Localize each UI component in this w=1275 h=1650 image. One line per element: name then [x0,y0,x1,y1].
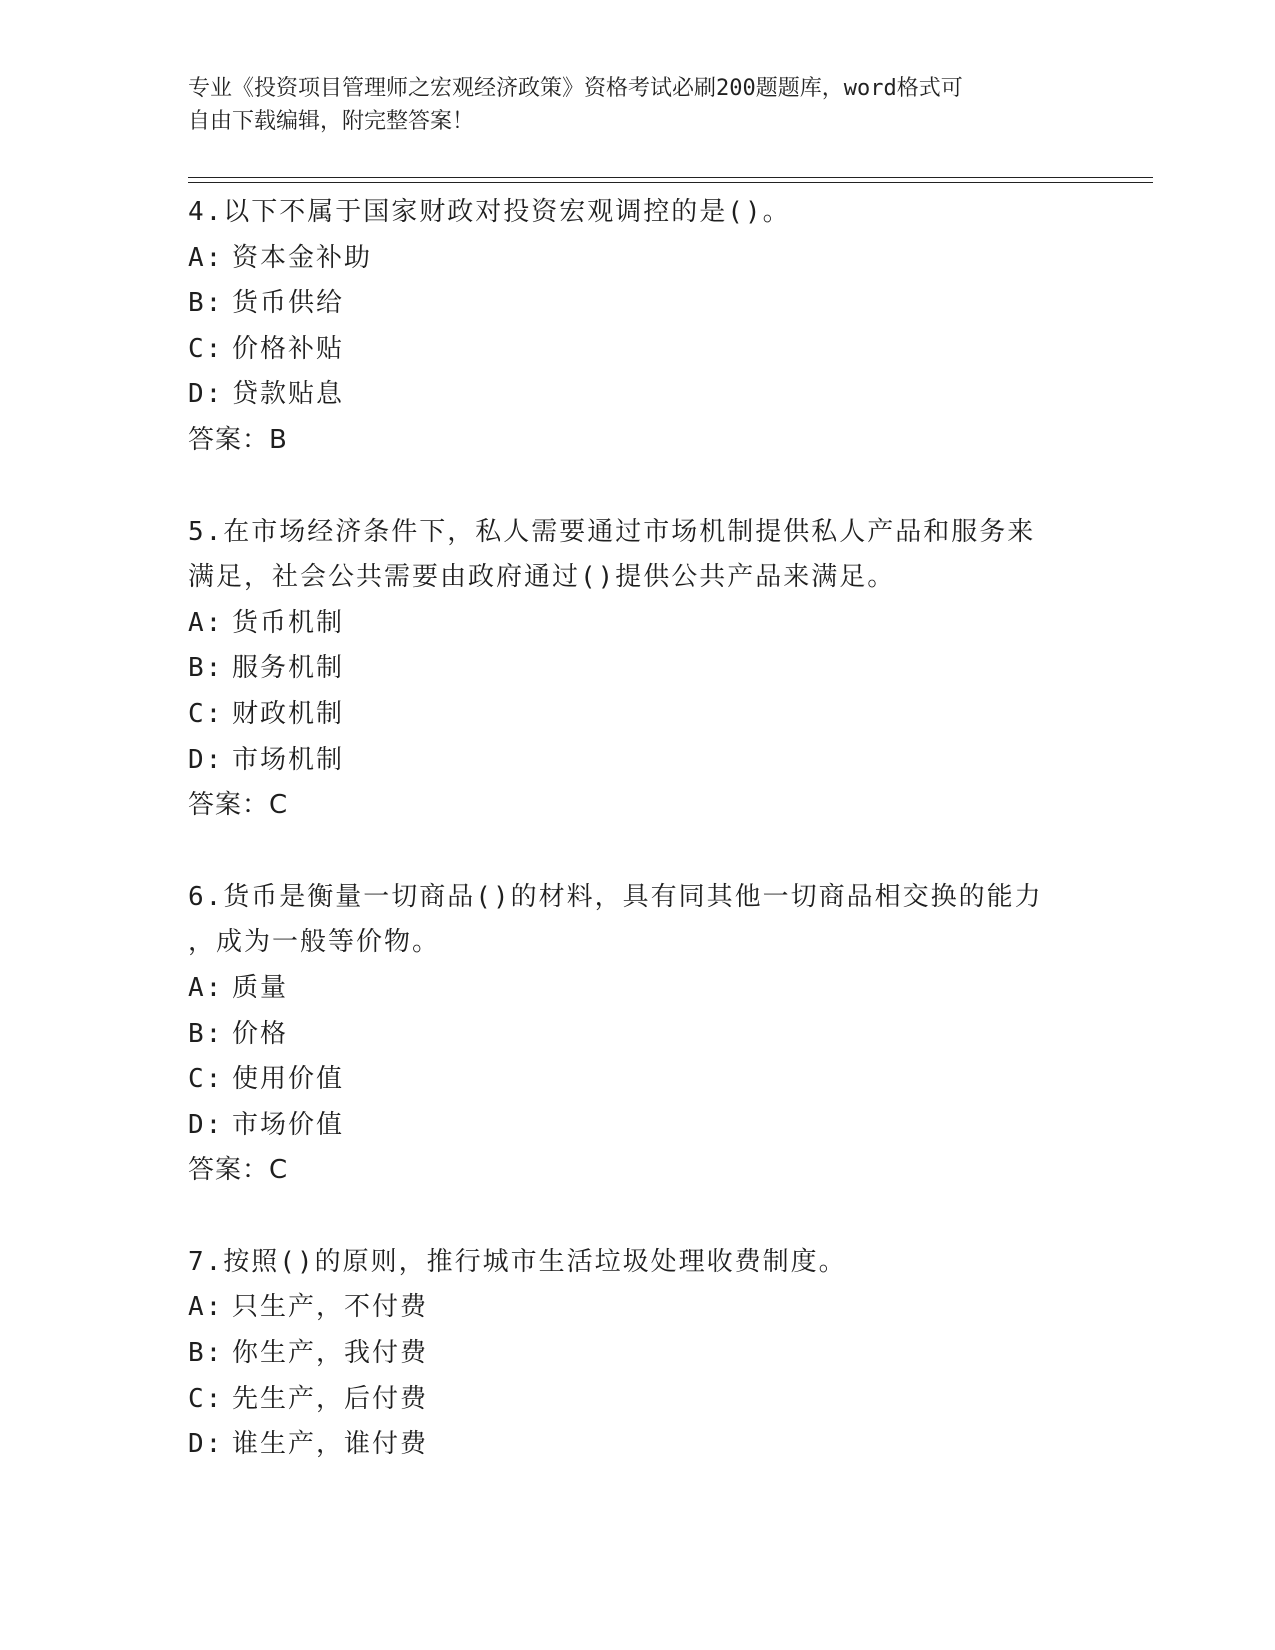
answer-option [188,601,1068,647]
header-line-2: 自由下载编辑，附完整答案！ [188,109,475,134]
question-stem: ，成为一般等价物。 [188,927,441,958]
option-label: C: [188,333,224,364]
option-text: 市场机制 [232,744,345,775]
question-stem: 6.货币是衡量一切商品()的材料，具有同其他一切商品相交换的能力 [188,881,1043,912]
option-label: A: [188,972,224,1003]
answer-option [188,966,1068,1012]
question-list [188,190,1068,1514]
header-divider-top [188,177,1153,178]
option-label: C: [188,1064,224,1095]
option-label: A: [188,607,224,638]
question-stem: 5.在市场经济条件下，私人需要通过市场机制提供私人产品和服务来 [188,516,1036,547]
question-stem: 7.按照()的原则，推行城市生活垃圾处理收费制度。 [188,1246,847,1277]
option-text: 你生产，我付费 [232,1338,429,1369]
answer-option [188,646,1068,692]
header-divider-bottom [188,182,1153,183]
answer-option [188,327,1068,373]
option-text: 质量 [232,972,289,1003]
option-label: D: [188,379,224,410]
option-text: 贷款贴息 [232,379,345,410]
option-label: A: [188,242,224,273]
option-text: 价格 [232,1018,289,1049]
question-block [188,510,1068,829]
option-text: 货币机制 [232,607,345,638]
answer-option [188,1012,1068,1058]
option-label: B: [188,1338,224,1369]
option-text: 财政机制 [232,698,345,729]
question-stem: 4.以下不属于国家财政对投资宏观调控的是()。 [188,197,791,227]
answer-option [188,738,1068,784]
option-text: 资本金补助 [232,242,373,273]
answer-key: 答案：C [188,790,289,821]
answer-option [188,1057,1068,1103]
option-label: D: [188,1429,224,1460]
option-label: A: [188,1292,224,1323]
document-header [188,72,1088,138]
option-text: 服务机制 [232,653,345,684]
answer-key: 答案：C [188,1155,289,1186]
option-label: B: [188,288,224,319]
answer-option [188,236,1068,282]
answer-option [188,1285,1068,1331]
option-label: D: [188,744,224,775]
option-label: D: [188,1109,224,1140]
option-text: 市场价值 [232,1109,345,1140]
answer-key: 答案：B [188,424,288,455]
option-label: C: [188,698,224,729]
question-block [188,1240,1068,1468]
answer-option [188,692,1068,738]
answer-option [188,1377,1068,1423]
answer-option [188,1422,1068,1468]
answer-option [188,372,1068,418]
answer-option [188,1331,1068,1377]
answer-option [188,281,1068,327]
option-text: 货币供给 [232,288,345,319]
question-stem: 满足，社会公共需要由政府通过()提供公共产品来满足。 [188,562,896,593]
option-text: 谁生产，谁付费 [232,1429,429,1460]
option-text: 先生产，后付费 [232,1383,429,1414]
option-label: B: [188,1018,224,1049]
option-text: 价格补贴 [232,333,345,364]
option-label: C: [188,1383,224,1414]
answer-option [188,1103,1068,1149]
option-text: 使用价值 [232,1064,345,1095]
question-block [188,875,1068,1194]
option-text: 只生产，不付费 [232,1292,429,1323]
option-label: B: [188,653,224,684]
header-line-1: 专业《投资项目管理师之宏观经济政策》资格考试必刷200题题库，word格式可 [188,76,963,101]
question-block [188,190,1068,464]
